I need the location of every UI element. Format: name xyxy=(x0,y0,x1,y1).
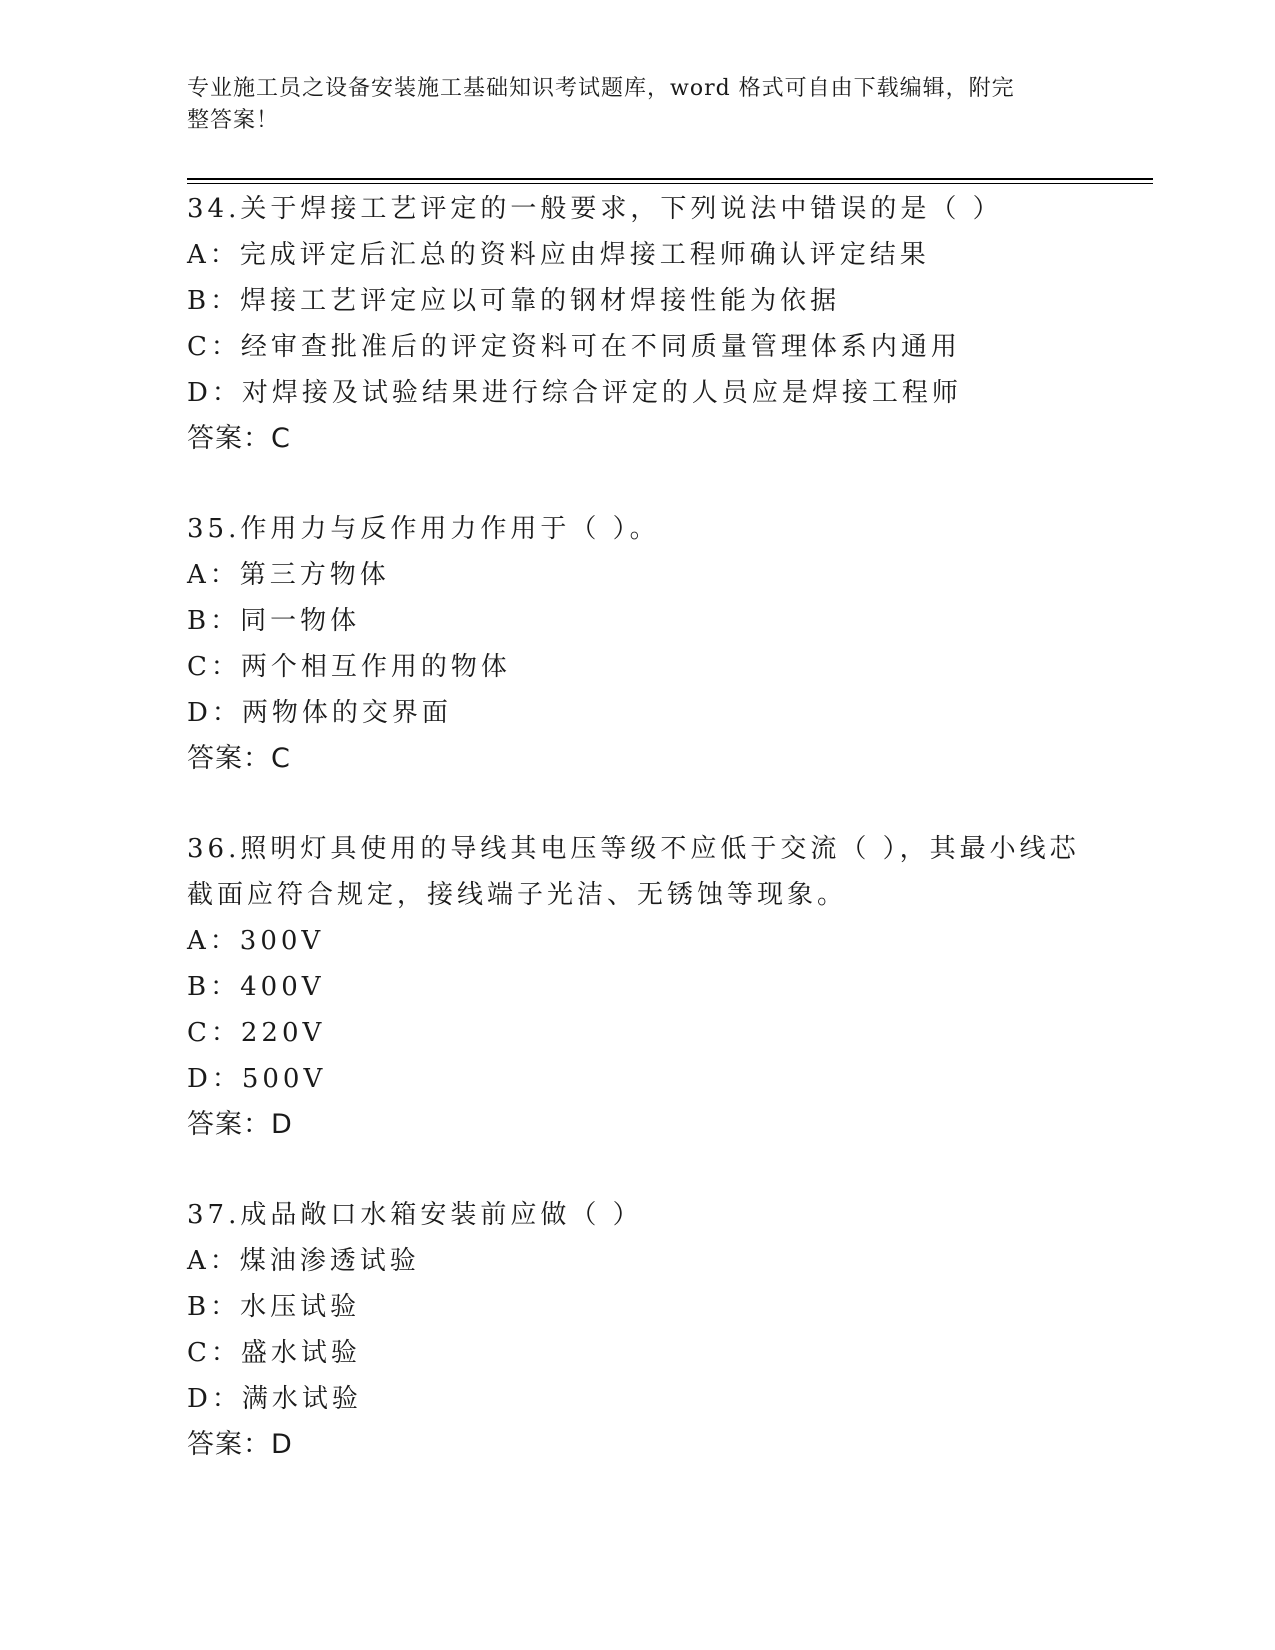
question-stem: 35.作用力与反作用力作用于（ ）。 xyxy=(187,514,660,544)
option-c: C：220V xyxy=(187,1018,326,1048)
document-header xyxy=(187,73,1067,137)
question-36 xyxy=(187,826,1087,1148)
answer-label: 答案：C xyxy=(187,743,291,774)
question-stem: 34.关于焊接工艺评定的一般要求，下列说法中错误的是（ ） xyxy=(187,194,1003,224)
option-d: D：500V xyxy=(187,1064,327,1094)
option-b: B：同一物体 xyxy=(187,606,361,636)
answer-label: 答案：D xyxy=(187,1429,293,1460)
header-line-2: 整答案！ xyxy=(187,108,280,133)
option-a: A：第三方物体 xyxy=(187,560,390,590)
option-b: B：水压试验 xyxy=(187,1292,361,1322)
question-35 xyxy=(187,506,1087,782)
question-stem-line-1: 36.照明灯具使用的导线其电压等级不应低于交流（ ），其最小线芯 xyxy=(187,834,1080,864)
option-c: C：两个相互作用的物体 xyxy=(187,652,511,682)
option-a: A：300V xyxy=(187,926,325,956)
question-34 xyxy=(187,186,1087,462)
header-divider-thick xyxy=(187,178,1153,180)
option-a: A：煤油渗透试验 xyxy=(187,1246,420,1276)
option-b: B：焊接工艺评定应以可靠的钢材焊接性能为依据 xyxy=(187,286,841,316)
header-divider-thin xyxy=(187,183,1153,184)
option-a: A：完成评定后汇总的资料应由焊接工程师确认评定结果 xyxy=(187,240,930,270)
option-b: B：400V xyxy=(187,972,325,1002)
header-line-1: 专业施工员之设备安装施工基础知识考试题库，word 格式可自由下载编辑，附完 xyxy=(187,76,1015,101)
option-c: C：盛水试验 xyxy=(187,1338,361,1368)
question-stem: 37.成品敞口水箱安装前应做（ ） xyxy=(187,1200,643,1230)
option-d: D：对焊接及试验结果进行综合评定的人员应是焊接工程师 xyxy=(187,378,962,408)
answer-label: 答案：C xyxy=(187,423,291,454)
option-c: C：经审查批准后的评定资料可在不同质量管理体系内通用 xyxy=(187,332,961,362)
option-d: D：两物体的交界面 xyxy=(187,698,452,728)
question-37 xyxy=(187,1192,1087,1468)
question-stem-line-2: 截面应符合规定，接线端子光洁、无锈蚀等现象。 xyxy=(187,880,848,910)
answer-label: 答案：D xyxy=(187,1109,293,1140)
option-d: D：满水试验 xyxy=(187,1384,362,1414)
